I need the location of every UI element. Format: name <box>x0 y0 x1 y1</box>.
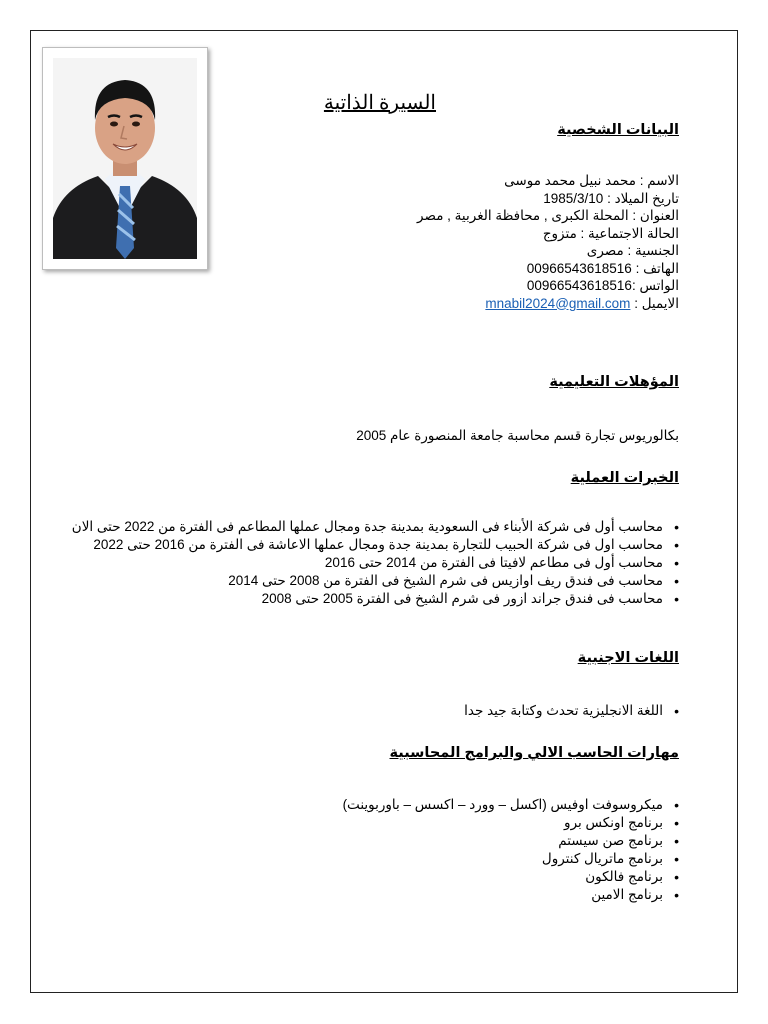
experience-item: • محاسب أول فى شركة الأبناء فى السعودية بمدينة جدة ومجال عملها المطاعم فى الفترة من 2022 حتى الان <box>71 519 679 535</box>
birth-line: تاريخ الميلاد : 1985/3/10 <box>543 190 679 206</box>
skills-list <box>343 796 679 904</box>
skill-item: • برنامج الامين <box>591 887 679 903</box>
personal-info <box>417 172 679 312</box>
skill-item: • برنامج صن سيستم <box>558 833 679 849</box>
bullet-icon: • <box>674 519 679 535</box>
bullet-icon: • <box>674 851 679 867</box>
address-line: العنوان : المحلة الكبرى , محافظة الغربية , مصر <box>417 208 679 223</box>
phone-line: الهاتف : 00966543618516 <box>526 260 679 276</box>
experience-list <box>72 518 679 608</box>
experience-item: • محاسب اول فى شركة الحبيب للتجارة بمدينة جدة ومجال عملها الاعاشة فى الفترة من 2016 حتى 2022 <box>93 537 679 553</box>
experience-heading: الخبرات العملية <box>570 470 679 486</box>
whatsapp-line: الواتس :00966543618516 <box>526 278 679 293</box>
language-item: • اللغة الانجليزية تحدث وكتابة جيد جدا <box>464 703 679 719</box>
bullet-icon: • <box>674 797 679 813</box>
bullet-icon: • <box>674 573 679 589</box>
nationality-line: الجنسية : مصرى <box>586 243 679 258</box>
experience-item: • محاسب أول فى مطاعم لافيتا فى الفترة من 2014 حتى 2016 <box>324 555 679 571</box>
languages-list <box>464 702 679 720</box>
bullet-icon: • <box>674 869 679 885</box>
skill-item: • برنامج اونكس برو <box>564 815 679 831</box>
education-text: بكالوريوس تجارة قسم محاسبة جامعة المنصورة عام 2005 <box>356 428 679 443</box>
languages-heading: اللغات الاجنبية <box>577 650 679 666</box>
name-line: الاسم : محمد نبيل محمد موسى <box>504 173 679 188</box>
bullet-icon: • <box>674 591 679 607</box>
skill-item: • ميكروسوفت اوفيس (اكسل – وورد – اكسس – باوربوينت) <box>342 797 679 813</box>
bullet-icon: • <box>674 703 679 719</box>
portrait-image <box>53 58 197 259</box>
bullet-icon: • <box>674 537 679 553</box>
document-title: السيرة الذاتية <box>323 92 436 114</box>
skills-heading: مهارات الحاسب الالي والبرامج المحاسبية <box>389 745 679 761</box>
marital-line: الحالة الاجتماعية : متزوج <box>542 225 679 241</box>
education-heading: المؤهلات التعليمية <box>549 374 679 390</box>
email-link[interactable]: mnabil2024@gmail.com <box>485 295 631 311</box>
personal-heading: البيانات الشخصية <box>557 122 679 138</box>
skill-item: • برنامج فالكون <box>585 869 679 885</box>
experience-item: • محاسب فى فندق جراند ازور فى شرم الشيخ فى الفترة 2005 حتى 2008 <box>261 591 679 607</box>
bullet-icon: • <box>674 833 679 849</box>
bullet-icon: • <box>674 555 679 571</box>
bullet-icon: • <box>674 815 679 831</box>
email-label: الايميل : <box>634 295 679 311</box>
email-line <box>417 295 679 313</box>
profile-photo <box>42 47 208 270</box>
experience-item: • محاسب فى فندق ريف اوازيس فى شرم الشيخ فى الفترة من 2008 حتى 2014 <box>228 573 679 589</box>
bullet-icon: • <box>674 887 679 903</box>
skill-item: • برنامج ماتريال كنترول <box>541 851 679 867</box>
